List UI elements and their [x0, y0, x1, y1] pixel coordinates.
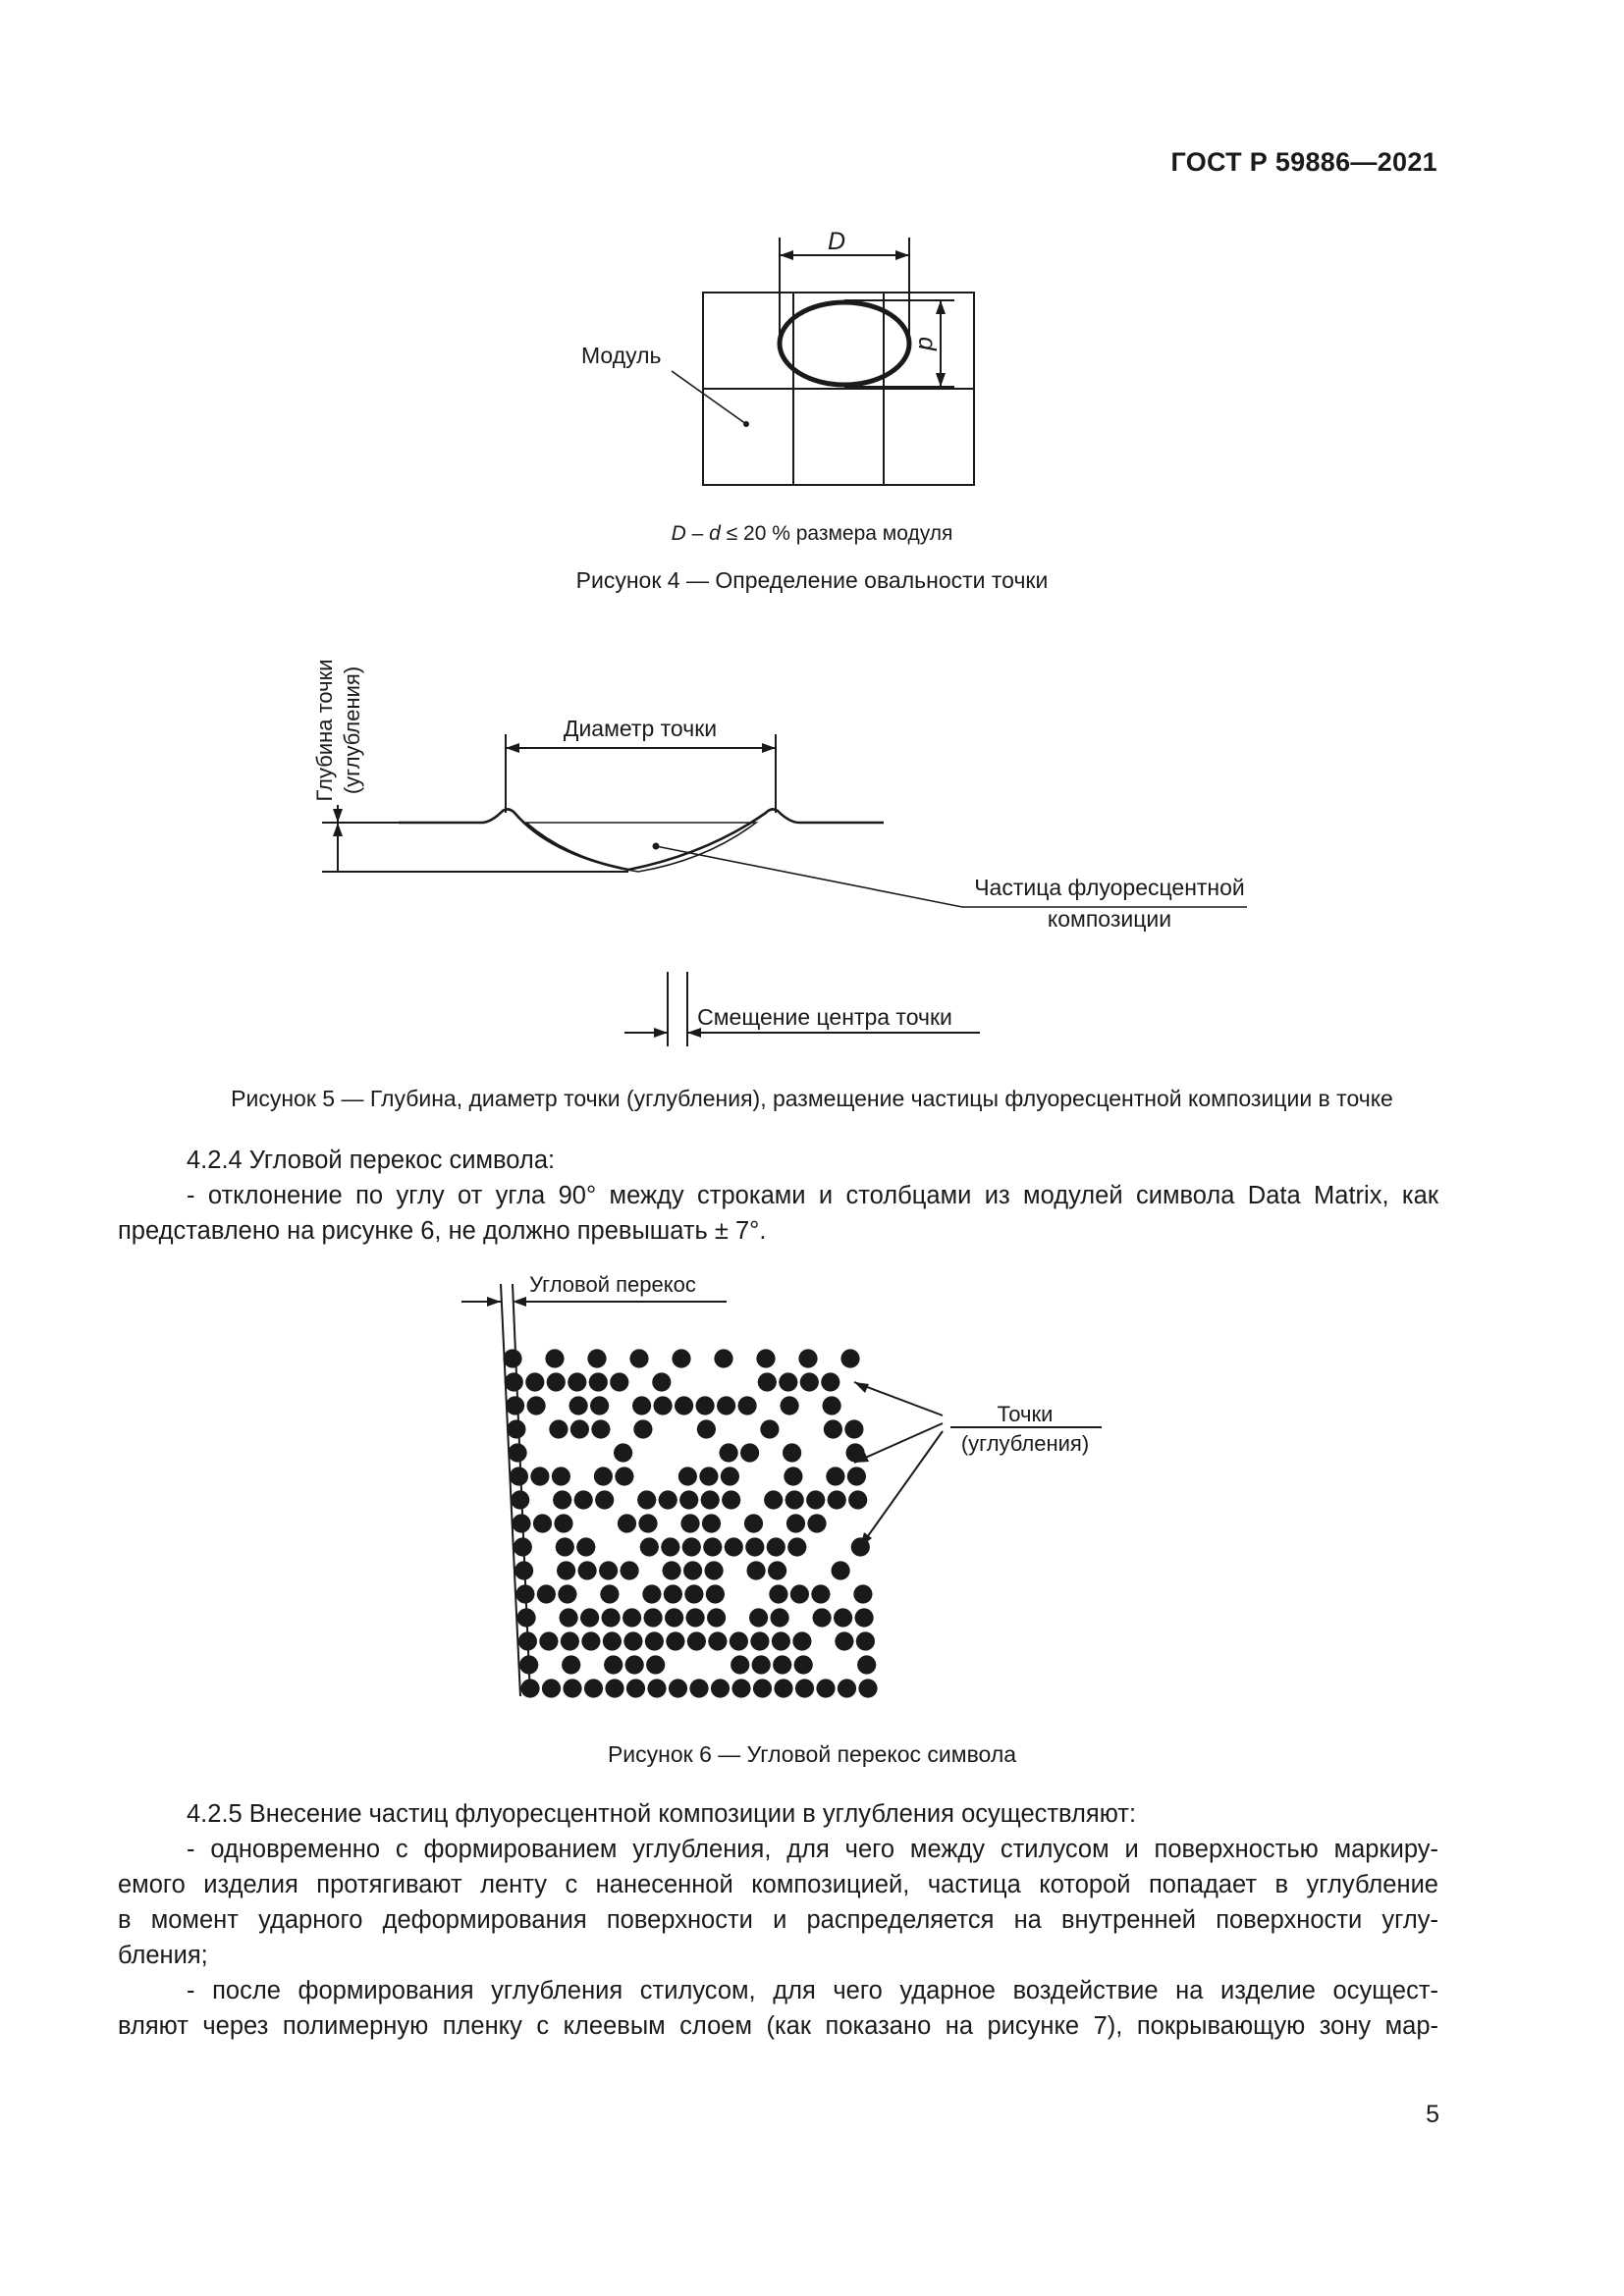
matrix-dot [625, 1655, 644, 1674]
matrix-dot [857, 1655, 876, 1674]
matrix-dot [816, 1679, 835, 1697]
particle-label-line2: композиции [1047, 906, 1172, 932]
matrix-dot [517, 1608, 536, 1627]
matrix-dot [747, 1561, 766, 1579]
section-4-2-5-heading: 4.2.5 Внесение частиц флуоресцентной композиции в углубления осуществляют: [187, 1800, 1137, 1828]
matrix-dot [684, 1584, 703, 1603]
matrix-dot [838, 1679, 856, 1697]
skew-label: Угловой перекос [529, 1272, 696, 1297]
matrix-dot [519, 1655, 538, 1674]
matrix-dot [722, 1490, 740, 1509]
matrix-dot [826, 1467, 844, 1485]
matrix-dot [847, 1467, 866, 1485]
matrix-dot [738, 1396, 757, 1415]
matrix-dot [721, 1467, 739, 1485]
matrix-dot [703, 1537, 722, 1556]
matrix-dot [758, 1372, 777, 1391]
matrix-dot [553, 1490, 571, 1509]
matrix-dot [756, 1349, 775, 1367]
matrix-dot [646, 1655, 665, 1674]
particle-label-line1: Частица флуоресцентной [974, 875, 1245, 900]
matrix-dot [682, 1537, 701, 1556]
matrix-dot [560, 1608, 578, 1627]
matrix-dot [779, 1372, 797, 1391]
matrix-dot [623, 1608, 641, 1627]
matrix-dot [731, 1655, 749, 1674]
matrix-dot [708, 1631, 727, 1650]
matrix-dot [769, 1584, 787, 1603]
data-matrix-dots [503, 1349, 877, 1697]
matrix-dot [638, 1514, 657, 1532]
matrix-dot [706, 1584, 725, 1603]
matrix-dot [507, 1419, 525, 1438]
label-D: D [827, 228, 846, 255]
section-4-2-5-line-1: - одновременно с формированием углубления, для чего между стилусом и поверхностью маркиру- [187, 1836, 1438, 1863]
matrix-dot [663, 1561, 681, 1579]
matrix-dot [632, 1396, 651, 1415]
matrix-dot [594, 1467, 613, 1485]
matrix-dot [623, 1631, 642, 1650]
matrix-dot [578, 1561, 597, 1579]
matrix-dot [515, 1584, 534, 1603]
matrix-dot [806, 1490, 825, 1509]
matrix-dot [798, 1349, 817, 1367]
matrix-dot [794, 1655, 813, 1674]
matrix-dot [679, 1490, 698, 1509]
matrix-dot [584, 1679, 603, 1697]
matrix-dot [665, 1608, 683, 1627]
matrix-dot [832, 1561, 850, 1579]
offset-label: Смещение центра точки [697, 1004, 952, 1030]
matrix-dot [720, 1443, 738, 1462]
matrix-dot [580, 1608, 599, 1627]
dots-leader-line-2 [854, 1423, 943, 1463]
matrix-dot [527, 1396, 546, 1415]
formula-tail: ≤ 20 % размера модуля [720, 522, 953, 545]
matrix-dot [530, 1467, 549, 1485]
matrix-dot [589, 1372, 608, 1391]
matrix-dot [800, 1372, 819, 1391]
matrix-dot [557, 1561, 575, 1579]
matrix-dot [503, 1349, 521, 1367]
matrix-dot [787, 1537, 806, 1556]
matrix-dot [614, 1443, 632, 1462]
matrix-dot [846, 1443, 865, 1462]
matrix-dot [520, 1679, 539, 1697]
skew-reference-vertical [501, 1284, 520, 1696]
matrix-dot [561, 1631, 579, 1650]
matrix-dot [784, 1467, 802, 1485]
matrix-dot [518, 1631, 537, 1650]
matrix-dot [835, 1631, 853, 1650]
matrix-dot [512, 1514, 530, 1532]
matrix-dot [633, 1419, 652, 1438]
matrix-dot [821, 1372, 839, 1391]
matrix-dot [834, 1608, 852, 1627]
section-4-2-5-line-5: - после формирования углубления стилусом, для чего ударное воздействие на изделие осущест- [187, 1977, 1438, 2004]
matrix-dot [749, 1608, 768, 1627]
matrix-dot [642, 1584, 661, 1603]
matrix-dot [696, 1396, 715, 1415]
matrix-dot [811, 1584, 830, 1603]
matrix-dot [562, 1655, 580, 1674]
section-4-2-4-line-2: представлено на рисунке 6, не должно превышать ± 7°. [118, 1217, 767, 1245]
section-4-2-4-heading: 4.2.4 Угловой перекос символа: [187, 1147, 556, 1174]
matrix-dot [856, 1631, 875, 1650]
matrix-dot [675, 1396, 693, 1415]
matrix-dot [678, 1467, 697, 1485]
matrix-dot [699, 1467, 718, 1485]
matrix-dot [725, 1537, 743, 1556]
matrix-dot [764, 1490, 783, 1509]
matrix-dot [621, 1561, 639, 1579]
document-header: ГОСТ Р 59886—2021 [1170, 147, 1437, 177]
matrix-dot [711, 1679, 730, 1697]
matrix-dot [672, 1349, 690, 1367]
matrix-dot [686, 1608, 705, 1627]
matrix-dot [774, 1679, 792, 1697]
matrix-dot [730, 1631, 748, 1650]
matrix-dot [558, 1584, 576, 1603]
matrix-dot [549, 1419, 568, 1438]
matrix-dot [771, 1608, 789, 1627]
section-4-2-5-line-4: бления; [118, 1942, 208, 1969]
matrix-dot [664, 1584, 682, 1603]
matrix-dot [760, 1419, 779, 1438]
matrix-dot [701, 1490, 720, 1509]
matrix-dot [637, 1490, 656, 1509]
matrix-dot [745, 1537, 764, 1556]
depth-label-line2: (углубления) [340, 666, 364, 795]
figure-6-caption: Рисунок 6 — Угловой перекос символа [607, 1741, 1017, 1767]
matrix-dot [786, 1514, 805, 1532]
matrix-dot [689, 1679, 708, 1697]
matrix-dot [772, 1631, 790, 1650]
matrix-dot [792, 1631, 811, 1650]
dots-label-line2: (углубления) [960, 1431, 1090, 1456]
matrix-dot [626, 1679, 645, 1697]
matrix-dot [858, 1679, 877, 1697]
matrix-dot [615, 1467, 633, 1485]
formula-d: d [709, 522, 721, 545]
matrix-dot [768, 1561, 786, 1579]
matrix-dot [599, 1561, 618, 1579]
matrix-dot [569, 1396, 588, 1415]
matrix-dot [750, 1631, 769, 1650]
matrix-dot [714, 1349, 732, 1367]
section-4-2-5-line-3: в момент ударного деформирования поверхности и распределяется на внутренней поверхности углу- [118, 1906, 1438, 1934]
matrix-dot [731, 1679, 750, 1697]
section-4-2-5-line-6: вляют через полимерную пленку с клеевым слоем (как показано на рисунке 7), покрывающую зону мар- [118, 2012, 1438, 2040]
matrix-dot [568, 1372, 586, 1391]
matrix-dot [855, 1608, 874, 1627]
matrix-dot [587, 1349, 606, 1367]
matrix-dot [552, 1467, 570, 1485]
matrix-dot [514, 1561, 533, 1579]
matrix-dot [537, 1584, 556, 1603]
matrix-dot [545, 1349, 564, 1367]
depth-label-line1: Глубина точки [312, 659, 337, 802]
matrix-dot [824, 1419, 842, 1438]
matrix-dot [581, 1631, 600, 1650]
matrix-dot [554, 1514, 572, 1532]
matrix-dot [659, 1490, 677, 1509]
matrix-dot [680, 1514, 699, 1532]
matrix-dot [785, 1490, 804, 1509]
matrix-dot [506, 1396, 524, 1415]
section-4-2-4-line-1: - отклонение по углу от угла 90° между строками и столбцами из модулей символа Data Matrix, как [187, 1182, 1438, 1209]
matrix-dot [666, 1631, 684, 1650]
figure-4-caption: Рисунок 4 — Определение овальности точки [575, 567, 1049, 593]
matrix-dot [823, 1396, 841, 1415]
matrix-dot [781, 1396, 799, 1415]
formula-minus: – [685, 522, 710, 545]
label-module: Модуль [581, 343, 662, 368]
matrix-dot [840, 1349, 859, 1367]
matrix-dot [600, 1584, 619, 1603]
matrix-dot [707, 1608, 726, 1627]
matrix-dot [767, 1537, 785, 1556]
matrix-dot [514, 1537, 532, 1556]
matrix-dot [605, 1679, 623, 1697]
matrix-dot [807, 1514, 826, 1532]
matrix-dot [604, 1655, 623, 1674]
matrix-dot [640, 1537, 659, 1556]
matrix-dot [590, 1396, 609, 1415]
figure-5-caption: Рисунок 5 — Глубина, диаметр точки (углубления), размещение частицы флуоресцентной композиции в точке [231, 1086, 1393, 1111]
matrix-dot [618, 1514, 636, 1532]
matrix-dot [683, 1561, 702, 1579]
matrix-dot [851, 1537, 870, 1556]
matrix-dot [853, 1584, 872, 1603]
matrix-dot [740, 1443, 759, 1462]
matrix-dot [595, 1490, 614, 1509]
matrix-dot [547, 1372, 566, 1391]
matrix-dot [511, 1490, 529, 1509]
matrix-dot [652, 1372, 671, 1391]
matrix-dot [687, 1631, 706, 1650]
matrix-dot [828, 1490, 846, 1509]
matrix-dot [773, 1655, 791, 1674]
matrix-dot [576, 1537, 595, 1556]
matrix-dot [602, 1608, 621, 1627]
dots-label-line1: Точки [997, 1402, 1054, 1426]
matrix-dot [610, 1372, 628, 1391]
matrix-dot [795, 1679, 814, 1697]
matrix-dot [783, 1443, 801, 1462]
matrix-dot [744, 1514, 763, 1532]
matrix-dot [654, 1396, 673, 1415]
matrix-dot [647, 1679, 666, 1697]
matrix-dot [697, 1419, 716, 1438]
matrix-dot [539, 1631, 558, 1650]
matrix-dot [848, 1490, 867, 1509]
matrix-dot [661, 1537, 679, 1556]
matrix-dot [705, 1561, 724, 1579]
matrix-dot [563, 1679, 581, 1697]
matrix-dot [752, 1655, 771, 1674]
matrix-dot [591, 1419, 610, 1438]
matrix-dot [574, 1490, 593, 1509]
dots-leader-line-3 [860, 1431, 943, 1547]
label-d: d [913, 337, 941, 350]
matrix-dot [644, 1608, 663, 1627]
matrix-dot [510, 1467, 528, 1485]
matrix-dot [629, 1349, 648, 1367]
matrix-dot [702, 1514, 721, 1532]
matrix-dot [570, 1419, 589, 1438]
matrix-dot [753, 1679, 772, 1697]
matrix-dot [844, 1419, 863, 1438]
diameter-label: Диаметр точки [563, 716, 718, 741]
formula-D: D [671, 522, 686, 545]
section-4-2-5-line-2: емого изделия протягивают ленту с нанесенной композицией, частица которой попадает в углубление [118, 1871, 1438, 1898]
matrix-dot [790, 1584, 809, 1603]
matrix-dot [603, 1631, 622, 1650]
matrix-dot [525, 1372, 544, 1391]
matrix-dot [813, 1608, 832, 1627]
matrix-dot [669, 1679, 687, 1697]
matrix-dot [645, 1631, 664, 1650]
matrix-dot [533, 1514, 552, 1532]
matrix-dot [556, 1537, 574, 1556]
matrix-dot [542, 1679, 561, 1697]
matrix-dot [509, 1443, 527, 1462]
page-number: 5 [1426, 2101, 1439, 2128]
matrix-dot [505, 1372, 523, 1391]
matrix-dot [717, 1396, 735, 1415]
